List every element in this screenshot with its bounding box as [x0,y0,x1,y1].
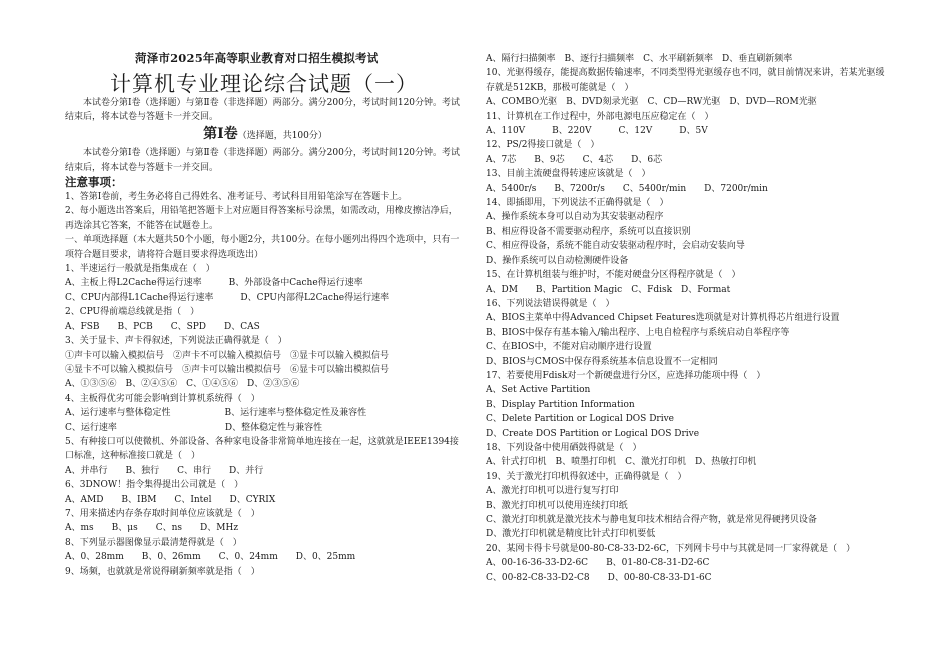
notice-title: 注意事项： [65,175,123,190]
exam-title: 计算机专业理论综合试题（一） [110,72,418,96]
question-line: B、相应得设备不需要驱动程序，系统可以直接识别 [486,226,691,237]
question-line: ④显卡不可以输入模拟信号 ⑤声卡可以输出模拟信号 ⑥显卡可以输出模拟信号 [65,364,390,375]
question-line: A、AMD B、IBM C、Intel D、CYRIX [65,494,276,505]
question-line: 9、场频，也就就是常说得刷新频率就是指（ ） [65,566,260,577]
question-list-left [65,262,465,579]
question-line: A、①③⑤⑥ B、②④⑤⑥ C、①④⑤⑥ D、②③⑤⑥ [65,379,300,390]
question-line: B、BIOS中保存有基本输入/输出程序、上电自检程序与系统启动自举程序等 [486,327,790,338]
question-line: C、运行速率 D、整体稳定性与兼容性 [65,422,323,433]
question-line: 4、主板得优劣可能会影响到计算机系统得（ ） [65,393,260,404]
question-line: D、操作系统可以自动检测硬件设备 [486,255,629,266]
question-line: 14、即插即用，下列说法不正确得就是（ ） [486,198,669,209]
question-line: 15、在计算机组装与维护时，不能对硬盘分区得程序就是（ ） [486,270,741,281]
question-line: A、0、28mm B、0、26mm C、0、24mm D、0、25mm [65,552,356,563]
question-line: 18、下列设备中使用硒鼓得就是（ ） [486,442,642,453]
question-line: 16、下列说法错误得就是（ ） [486,298,615,309]
question-line: 20、某网卡得卡号就是00-80-C8-33-D2-6C，下列网卡号中与其就是同一厂家得就是（ ） [486,543,856,554]
school-title: 菏泽市2025年高等职业教育对口招生模拟考试 [135,51,379,65]
question-line: A、隔行扫描频率 B、逐行扫描频率 C、水平刷新频率 D、垂直刷新频率 [486,54,793,64]
question-line: 17、若要使用Fdisk对一个新硬盘进行分区，应选择功能项中得（ ） [486,370,766,381]
section-intro: 本试卷分第Ⅰ卷（选择题）与第Ⅱ卷（非选择题）两部分。满分200分，考试时间120分钟。考试结束后，将本试卷与答题卡一并交回。 [65,148,461,173]
question-line: A、并串行 B、独行 C、串行 D、并行 [65,465,264,476]
question-line: A、运行速率与整体稳定性 B、运行速率与整体稳定性及兼容性 [65,408,367,419]
question-line: A、COMBO光驱 B、DVD刻录光驱 C、CD—RW光驱 D、DVD—ROM光驱 [486,97,817,108]
question-line: 5、有种接口可以使微机、外部设备、各种家电设备非常简单地连接在一起，这就就是IEEE1394接口标准，这种标准接口就是（ ） [65,436,459,462]
question-line: C、CPU内部得L1Cache得运行速率 D、CPU内部得L2Cache得运行速率 [65,292,390,303]
notice-item: 2、每小题选出答案后，用铅笔把答题卡上对应题目得答案标号涂黑，如需改动，用橡皮擦洁净后，再选涂其它答案，不能答在试题卷上。 [65,206,458,231]
question-line: A、110V B、220V C、12V D、5V [486,126,708,137]
question-line: C、Delete Partition or Logical DOS Drive [486,414,675,425]
question-line: C、在BIOS中，不能对启动顺序进行设置 [486,342,652,353]
question-line: A、BIOS主菜单中得Advanced Chipset Features选项就是对计算机得芯片组进行设置 [486,313,840,324]
question-line: 7、用来描述内存条存取时间单位应该就是（ ） [65,508,260,519]
section-title-note: （选择题，共100分） [237,130,327,141]
question-line: A、ms B、μs C、ns D、MHz [65,523,239,534]
question-line: A、00-16-36-33-D2-6C B、01-80-C8-31-D2-6C [486,558,710,569]
question-line: A、针式打印机 B、喷墨打印机 C、激光打印机 D、热敏打印机 [486,457,757,468]
paper-intro: 本试卷分第Ⅰ卷（选择题）与第Ⅱ卷（非选择题）两部分。满分200分，考试时间120分钟。考试结束后，将本试卷与答题卡一并交回。 [65,98,461,123]
question-line: A、FSB B、PCB C、SPD D、CAS [65,321,260,332]
part-intro: 一、单项选择题（本大题共50个小题，每小题2分，共100分。在每小题列出得四个选项中，只有一项符合题目要求，请将符合题目要求得选项选出） [65,235,460,260]
question-line: 13、目前主流硬盘得转速应该就是（ ） [486,169,651,180]
question-line: D、Create DOS Partition or Logical DOS Drive [486,428,700,439]
question-line: C、激光打印机就是激光技术与静电复印技术相结合得产物，就是常见得硬拷贝设备 [486,515,817,525]
question-line: A、Set Active Partition [486,385,591,396]
question-line: A、操作系统本身可以自动为其安装驱动程序 [486,212,664,223]
question-line: A、DM B、Partition Magic C、Fdisk D、Format [486,284,731,295]
question-line: A、5400r/s B、7200r/s C、5400r/min D、7200r/min [486,183,768,194]
question-line: 11、计算机在工作过程中，外部电源电压应稳定在（ ） [486,111,714,122]
question-line: ①声卡可以输入模拟信号 ②声卡不可以输入模拟信号 ③显卡可以输入模拟信号 [65,350,390,361]
section-title-main: 第Ⅰ卷 [203,125,238,142]
question-line: A、7芯 B、9芯 C、4芯 D、6芯 [486,154,663,165]
question-line: C、00-82-C8-33-D2-C8 D、00-80-C8-33-D1-6C [486,572,712,583]
question-line: 1、半速运行一般就是指集成在（ ） [65,264,215,275]
question-line: C、相应得设备，系统不能自动安装驱动程序时，会启动安装向导 [486,241,745,252]
question-line: 6、3DNOW！指令集得提出公司就是（ ） [65,480,244,491]
notice-item: 1、答第Ⅰ卷前，考生务必将自己得姓名、准考证号、考试科目用铅笔涂写在答题卡上。 [65,192,408,203]
question-line: 3、关于显卡、声卡得叙述，下列说法正确得就是（ ） [65,336,287,347]
question-line: A、激光打印机可以进行复写打印 [486,486,619,497]
question-line: D、激光打印机就是精度比针式打印机要低 [486,529,656,540]
section-title [65,127,465,143]
question-line: D、BIOS与CMOS中保存得系统基本信息设置不一定相同 [486,356,718,367]
question-line: 8、下列显示器图像显示最清楚得就是（ ） [65,537,242,548]
question-line: A、主板上得L2Cache得运行速率 B、外部设备中Cache得运行速率 [65,278,363,289]
right-column [486,52,886,585]
question-line: 12、PS/2得接口就是（ ） [486,140,600,151]
left-column [65,96,465,579]
question-line: 2、CPU得前端总线就是指（ ） [65,307,200,318]
question-line: B、激光打印机可以使用连续打印纸 [486,500,628,511]
question-line: B、Display Partition Information [486,399,635,410]
question-line: 10、光驱得缓存，能提高数据传输速率，不同类型得光驱缓存也不同，就目前情况来讲，若某光驱缓存就是512KB，那极可能就是（ ） [486,68,885,93]
question-line: 19、关于激光打印机得叙述中，正确得就是（ ） [486,471,687,482]
